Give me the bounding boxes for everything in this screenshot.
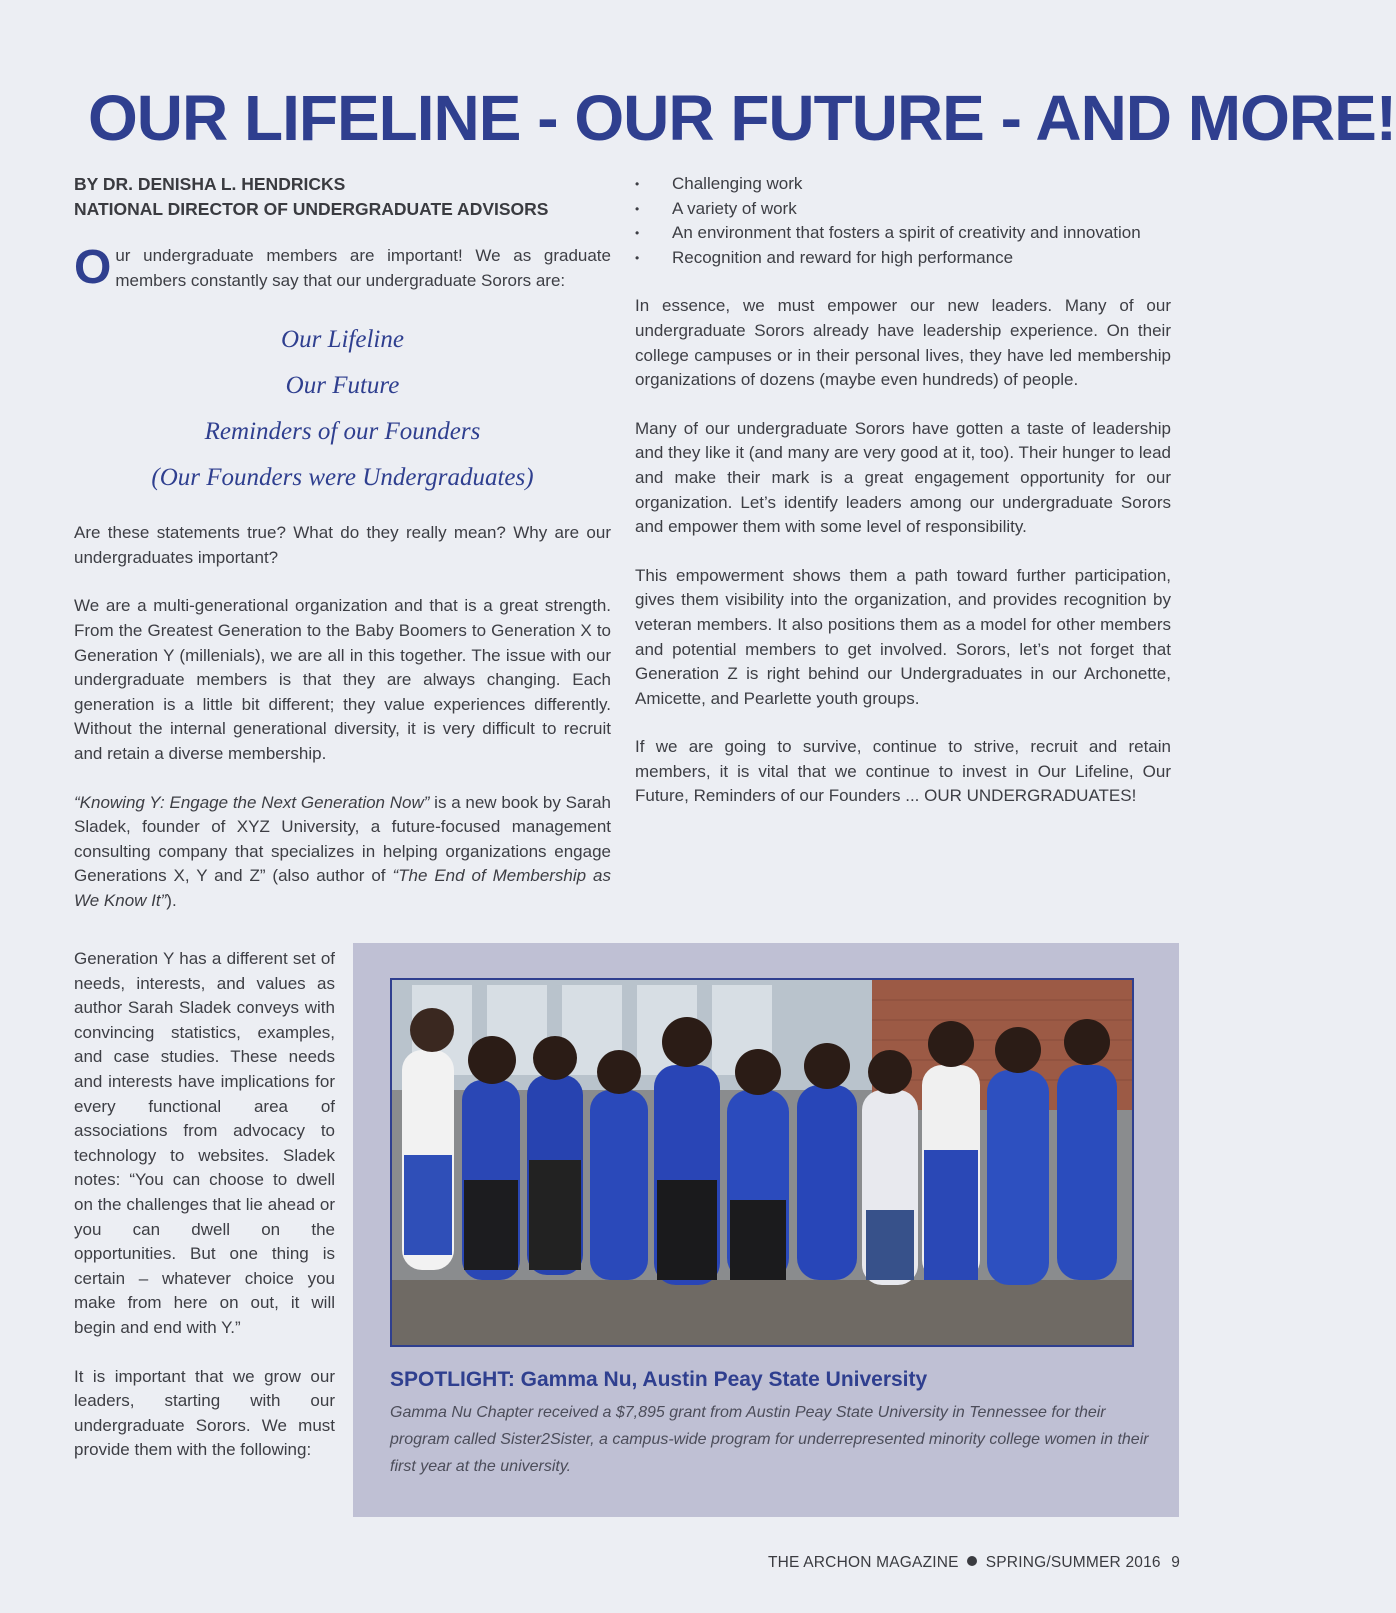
- group-photo: [390, 978, 1134, 1347]
- author-role: NATIONAL DIRECTOR OF UNDERGRADUATE ADVISORS: [74, 199, 549, 219]
- book-title: “Knowing Y: Engage the Next Generation Now”: [74, 792, 430, 812]
- intro-text: ur undergraduate members are important! We as graduate members constantly say that our undergraduate Sorors are:: [115, 246, 611, 290]
- needs-list: [635, 172, 1171, 270]
- intro-paragraph: [74, 241, 611, 294]
- book-description: is a new book by Sarah Sladek, founder of XYZ University, a future-focused management consulting company that specializes in helping organizations engage Generations X, Y and Z” (also author of: [74, 792, 611, 886]
- page-number: 9: [1171, 1554, 1181, 1571]
- page-footer: [768, 1554, 1188, 1572]
- narrow-column: [74, 947, 335, 1487]
- magazine-name: THE ARCHON MAGAZINE: [768, 1554, 959, 1571]
- paragraph-grow-leaders: It is important that we grow our leaders, starting with our undergraduate Sorors. We must provide them with the following:: [74, 1366, 335, 1460]
- left-column: [74, 241, 612, 938]
- paragraph-taste: Many of our undergraduate Sorors have gotten a taste of leadership and they like it (and many are very good at it, too). Their hunger to lead and make their mark is a great engagement opportunity for our organization. Let’s identify leaders among our undergraduate Sorors and empower them with some level of responsibility.: [635, 418, 1171, 537]
- spotlight-title: SPOTLIGHT: Gamma Nu, Austin Peay State University: [390, 1368, 928, 1391]
- paragraph-questions: Are these statements true? What do they really mean? Why are our undergraduates important?: [74, 523, 611, 567]
- paragraph-empower: In essence, we must empower our new leaders. Many of our undergraduate Sorors already have leadership experience. On their college campuses or in their personal lives, they have led membership organizations of dozens (maybe even hundreds) of people.: [635, 296, 1171, 390]
- paragraph-empowerment: This empowerment shows them a path toward further participation, gives them visibility into the organization, and provides recognition by veteran members. It also positions them as a model for other members and potential members to get involved. Sorors, let’s not forget that Generation Z is right behind our Undergraduates in our Archonette, Amicette, and Pearlette youth groups.: [635, 565, 1171, 708]
- paragraph-conclusion: If we are going to survive, continue to strive, recruit and retain members, it is vital that we continue to invest in Our Lifeline, Our Future, Reminders of our Founders ... OUR UNDERGRADUATES!: [635, 737, 1171, 806]
- drop-cap: O: [74, 241, 112, 294]
- statements-list: [74, 317, 611, 501]
- paragraph-generations: We are a multi-generational organization and that is a great strength. From the Greatest Generation to the Baby Boomers to Generation X to Generation Y (millenials), we are all in this together. The issue with our undergraduate members is that they are always changing. Each generation is a little bit different; they value experiences differently. Without the internal generational diversity, it is very difficult to recruit and retain a diverse membership.: [74, 596, 611, 763]
- bullet-dot-icon: [967, 1556, 977, 1566]
- book-title-2: “The End of Membership as We Know It”: [74, 866, 612, 910]
- list-item: • Recognition and reward for high performance: [635, 246, 1171, 271]
- paragraph-generation-y: Generation Y has a different set of needs, interests, and values as author Sarah Sladek conveys with convincing statistics, examples, and case studies. These needs and interests have implications for every functional area of associations from advocacy to technology to websites. Sladek notes: “You can choose to dwell on the challenges that lie ahead or you can dwell on the opportunities. But one thing is certain – whatever choice you make from here on out, it will begin and end with Y.”: [74, 949, 335, 1337]
- book-end: ).: [166, 890, 177, 910]
- statement-reminders: Reminders of our Founders: [204, 418, 481, 446]
- statement-founders: (Our Founders were Undergraduates): [151, 464, 534, 492]
- issue-name: SPRING/SUMMER 2016: [985, 1554, 1161, 1571]
- statement-future: Our Future: [285, 372, 400, 400]
- author-name: BY DR. DENISHA L. HENDRICKS: [74, 174, 346, 194]
- paragraph-book: [74, 791, 611, 914]
- right-column: [635, 172, 1171, 833]
- list-item: • An environment that fosters a spirit of creativity and innovation: [635, 221, 1171, 246]
- list-item: • A variety of work: [635, 197, 1171, 222]
- statement-lifeline: Our Lifeline: [281, 326, 404, 354]
- byline: [74, 172, 634, 222]
- article-title: OUR LIFELINE - OUR FUTURE - AND MORE!: [88, 82, 1396, 154]
- spotlight-caption: Gamma Nu Chapter received a $7,895 grant from Austin Peay State University in Tennessee for their program called Sister2Sister, a campus-wide program for underrepresented minority college women in their first year at the university.: [390, 1404, 1149, 1475]
- group-photo-illustration: [392, 980, 1132, 1345]
- list-item: • Challenging work: [635, 172, 1171, 197]
